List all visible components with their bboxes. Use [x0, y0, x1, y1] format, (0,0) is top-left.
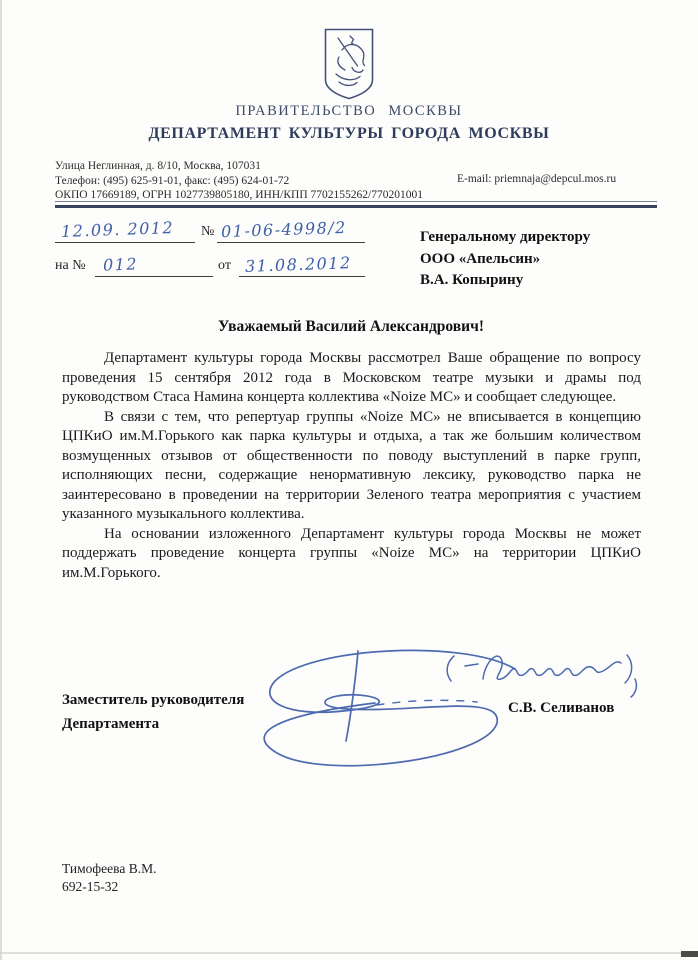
contact-registration: ОКПО 17669189, ОГРН 1027739805180, ИНН/КПП 7702155262/770201001 — [55, 189, 423, 201]
contact-phone-fax: Телефон: (495) 625-91-01, факс: (495) 624-01-72 — [55, 174, 290, 187]
executor-block — [62, 860, 156, 896]
number-underline — [217, 242, 365, 243]
executor-phone: 692-15-32 — [62, 879, 119, 894]
salutation: Уважаемый Василий Александрович! — [218, 318, 484, 335]
recipient-position: Генеральному директору — [420, 229, 591, 245]
scan-corner-artifact — [681, 951, 698, 957]
department-title: ДЕПАРТАМЕНТ КУЛЬТУРЫ ГОРОДА МОСКВЫ — [148, 125, 550, 142]
outgoing-number-handwritten: 01-06-4998/2 — [220, 217, 348, 242]
executor-name: Тимофеева В.М. — [62, 861, 157, 876]
reply-label: на № — [55, 258, 86, 273]
signer-title-line2: Департамента — [62, 716, 160, 732]
signer-title — [62, 688, 322, 736]
signer-name: С.В. Селиванов — [508, 700, 615, 716]
reference-row-outgoing — [55, 213, 365, 247]
number-label: № — [201, 224, 215, 239]
reference-block — [55, 213, 365, 281]
scan-edge-bottom — [0, 952, 698, 954]
reply-number-handwritten: 012 — [102, 254, 139, 275]
government-title: ПРАВИТЕЛЬСТВО МОСКВЫ — [235, 103, 463, 119]
moscow-coat-of-arms-icon — [323, 27, 375, 101]
paragraph-2: В связи с тем, что репертуар группы «Noize MC» не вписывается в концепцию ЦПКиО им.М.Горького как парка культуры и отдыха, а так же большим количеством возмущенных отзывов от общественности по поводу выступлений в парке групп, исполняющих песни, содержащие ненормативную лексику, руководство парка не заинтересовано в проведении на территории Зеленого театра мероприятия с участием указанного музыкального коллектива. — [62, 408, 641, 522]
scan-edge-left — [0, 0, 2, 960]
signer-title-line1: Заместитель руководителя — [62, 692, 245, 708]
recipient-company: ООО «Апельсин» — [420, 250, 541, 267]
letter-body — [62, 349, 641, 583]
header-divider — [55, 201, 657, 208]
outgoing-date-handwritten: 12.09. 2012 — [60, 218, 175, 241]
contact-email: E-mail: priemnaja@depcul.mos.ru — [457, 173, 617, 185]
date-underline — [55, 242, 195, 243]
from-label: от — [218, 258, 231, 273]
from-date-handwritten: 31.08.2012 — [244, 253, 352, 276]
paragraph-1: Департамент культуры города Москвы рассмотрел Ваше обращение по вопросу проведения 15 сентября 2012 года в Московском театре музыки и драмы под руководством Стаса Намина концерта коллектива «Noize MC» и сообщает следующее. — [62, 350, 641, 405]
reply-underline — [95, 276, 213, 277]
contact-address: Улица Неглинная, д. 8/10, Москва, 107031 — [55, 160, 261, 172]
reference-row-reply — [55, 247, 365, 281]
recipient-name: В.А. Копырину — [420, 272, 524, 288]
from-underline — [239, 276, 365, 277]
paragraph-3: На основании изложенного Департамент культуры города Москвы не может поддержать проведение концерта группы «Noize MC» на территории ЦПКиО им.М.Горького. — [62, 525, 641, 581]
recipient-block — [420, 227, 670, 292]
